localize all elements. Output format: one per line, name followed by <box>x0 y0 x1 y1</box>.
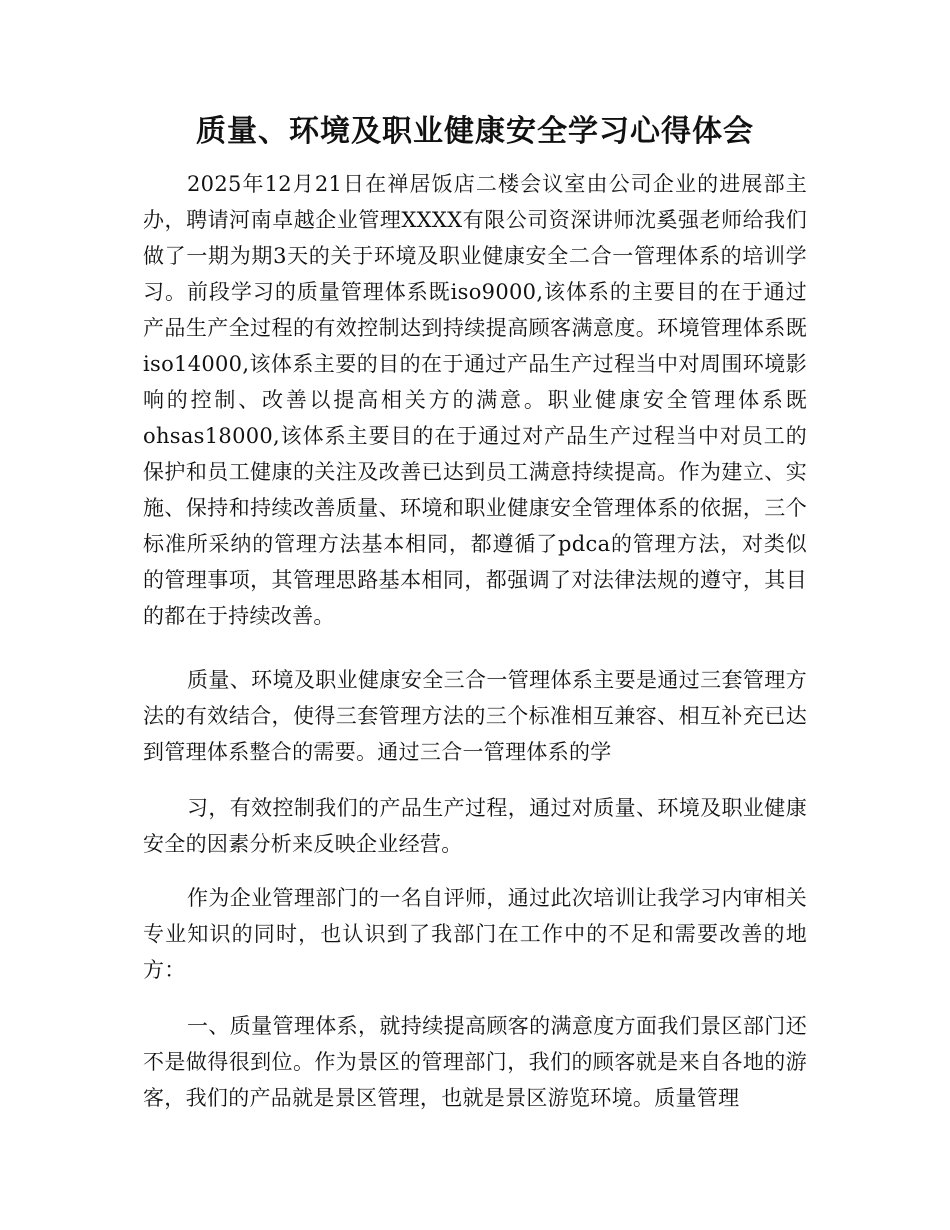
paragraph-1: 2025年12月21日在禅居饭店二楼会议室由公司企业的进展部主办，聘请河南卓越企业管理XXXX有限公司资深讲师沈奚强老师给我们做了一期为期3天的关于环境及职业健康安全二合一管理体系的培训学习。前段学习的质量管理体系既iso9000,该体系的主要目的在于通过产品生产全过程的有效控制达到持续提高顾客满意度。环境管理体系既iso14000,该体系主要的目的在于通过产品生产过程当中对周围环境影响的控制、改善以提高相关方的满意。职业健康安全管理体系既ohsas18000,该体系主要目的在于通过对产品生产过程当中对员工的保护和员工健康的关注及改善已达到员工满意持续提高。作为建立、实施、保持和持续改善质量、环境和职业健康安全管理体系的依据，三个标准所采纳的管理方法基本相同，都遵循了pdca的管理方法，对类似的管理事项，其管理思路基本相同，都强调了对法律法规的遵守，其目的都在于持续改善。 <box>143 172 807 628</box>
document-title: 质量、环境及职业健康安全学习心得体会 <box>196 114 754 149</box>
paragraph-4: 作为企业管理部门的一名自评师，通过此次培训让我学习内审相关专业知识的同时，也认识到了我部门在工作中的不足和需要改善的地方： <box>143 886 807 982</box>
paragraph-2: 质量、环境及职业健康安全三合一管理体系主要是通过三套管理方法的有效结合，使得三套管理方法的三个标准相互兼容、相互补充已达到管理体系整合的需要。通过三合一管理体系的学 <box>143 668 807 764</box>
paragraph-5: 一、质量管理体系，就持续提高顾客的满意度方面我们景区部门还不是做得很到位。作为景区的管理部门，我们的顾客就是来自各地的游客，我们的产品就是景区管理，也就是景区游览环境。质量管理 <box>143 1014 807 1110</box>
paragraph-3: 习，有效控制我们的产品生产过程，通过对质量、环境及职业健康安全的因素分析来反映企业经营。 <box>143 796 807 856</box>
